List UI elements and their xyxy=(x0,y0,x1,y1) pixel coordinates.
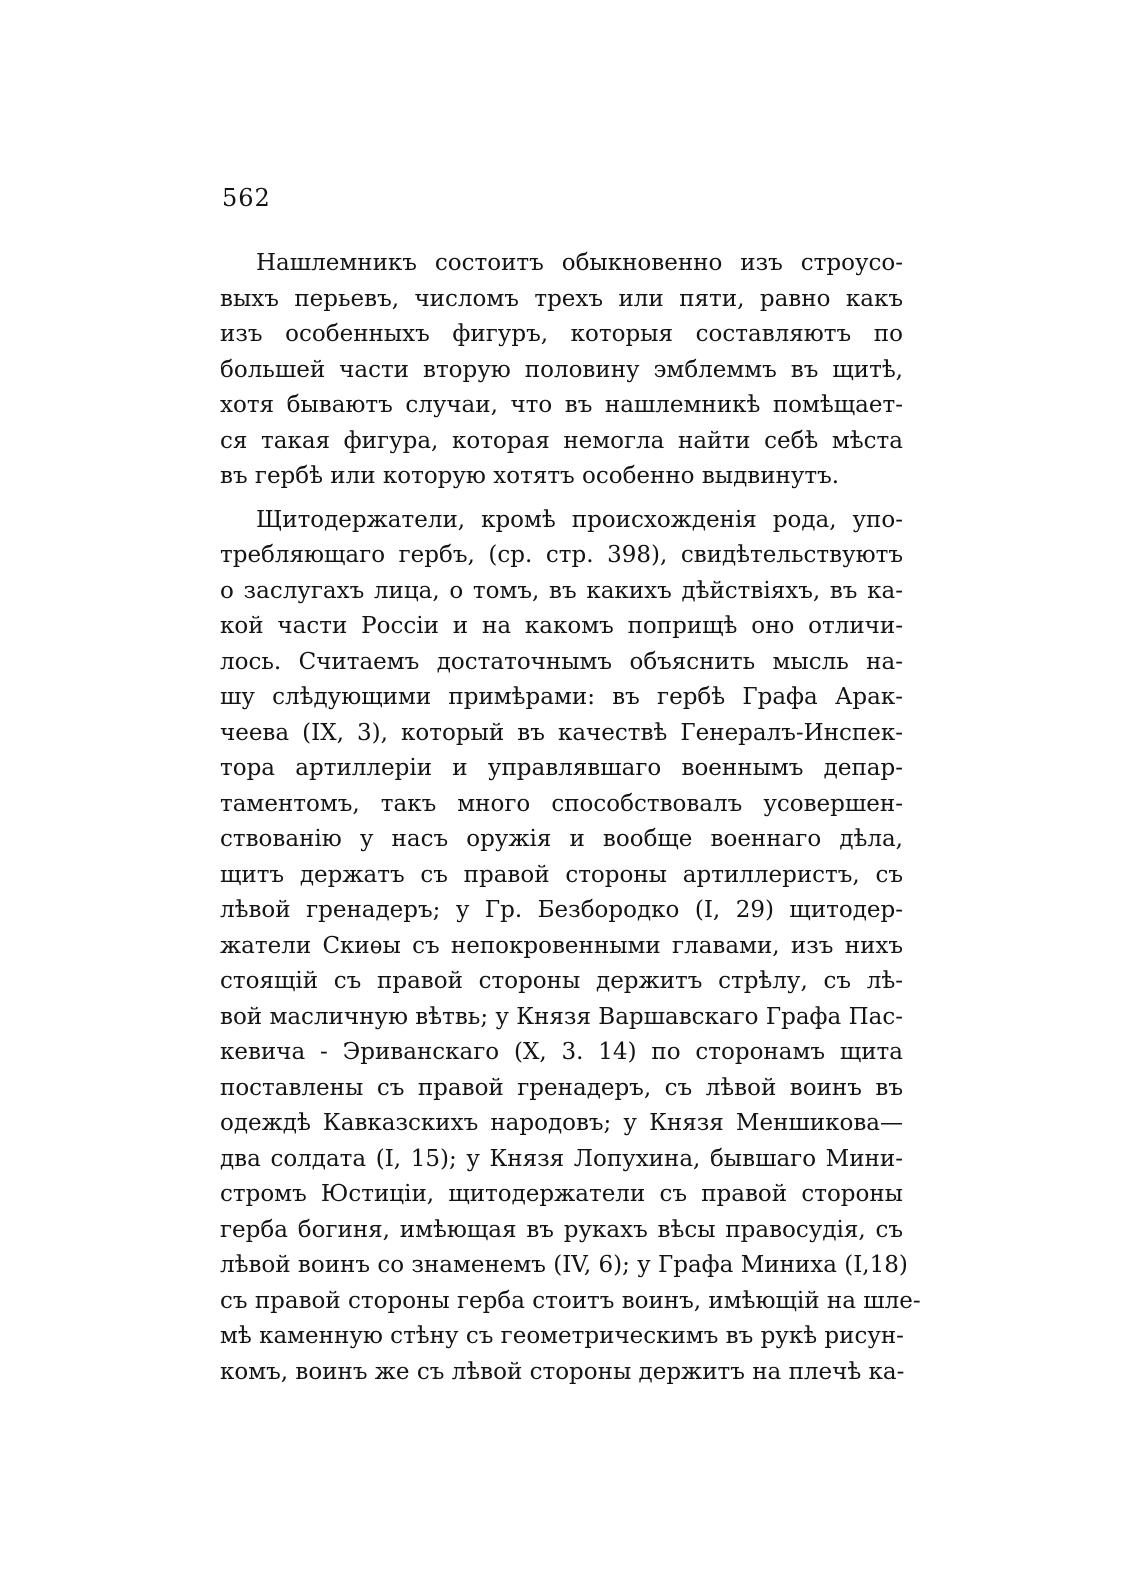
text-line: стромъ Юстиціи, щитодержатели съ правой стороны xyxy=(220,1181,903,1207)
text-line: два солдата (I, 15); у Князя Лопухина, бывшаго Мини- xyxy=(220,1145,903,1172)
text-line: ствованію у насъ оружія и вообще военнаго дѣла, xyxy=(220,826,903,852)
text-line: вой масличную вѣтвь; у Князя Варшавскаго Графа Пас- xyxy=(220,1003,903,1030)
text-line: лѣвой гренадеръ; у Гр. Безбородко (I, 29) щитодер- xyxy=(220,897,903,923)
text-line: комъ, воинъ же съ лѣвой стороны держитъ на плечѣ ка- xyxy=(220,1358,905,1385)
text-line: лось. Считаемъ достаточнымъ объяснить мысль на- xyxy=(220,648,903,675)
text-line: лѣвой воинъ со знаменемъ (IV, 6); у Графа Миниха (I,18) xyxy=(220,1252,908,1278)
text-line: одеждѣ Кавказскихъ народовъ; у Князя Меншикова— xyxy=(220,1110,903,1136)
text-line: требляющаго гербъ, (ср. стр. 398), свидѣтельствуютъ xyxy=(220,542,903,568)
text-line: Нашлемникъ состоитъ обыкновенно изъ строусо- xyxy=(256,250,903,276)
text-line: шу слѣдующими примѣрами: въ гербѣ Графа Арак- xyxy=(220,684,903,710)
text-line: изъ особенныхъ фигуръ, которыя составляютъ по xyxy=(220,321,903,347)
text-line: ся такая фигура, которая немогла найти себѣ мѣста xyxy=(220,427,903,454)
text-line: хотя бываютъ случаи, что въ нашлемникѣ помѣщает- xyxy=(220,392,903,418)
body-text xyxy=(220,246,921,1390)
text-line: мѣ каменную стѣну съ геометрическимъ въ рукѣ рисун- xyxy=(220,1323,904,1349)
text-line: таментомъ, такъ много способствовалъ усовершен- xyxy=(220,790,903,817)
text-line: Щитодержатели, кромѣ происхожденія рода, упо- xyxy=(256,506,903,533)
text-line: щитъ держатъ съ правой стороны артиллеристъ, съ xyxy=(220,861,903,888)
text-line: большей части вторую половину эмблеммъ въ щитѣ, xyxy=(220,356,903,383)
page-number: 562 xyxy=(222,184,271,212)
paragraph xyxy=(220,246,903,495)
text-line: чеева (IX, 3), который въ качествѣ Генералъ-Инспек- xyxy=(220,719,903,746)
text-line: кой части Россіи и на какомъ поприщѣ оно отличи- xyxy=(220,613,903,639)
text-line: стоящій съ правой стороны держитъ стрѣлу, съ лѣ- xyxy=(220,968,903,994)
text-line: герба богиня, имѣющая въ рукахъ вѣсы правосудія, съ xyxy=(220,1216,903,1243)
text-line: жатели Скиѳы съ непокровенными главами, изъ нихъ xyxy=(220,932,903,959)
text-line: о заслугахъ лица, о томъ, въ какихъ дѣйствіяхъ, въ ка- xyxy=(220,577,903,604)
text-line: съ правой стороны герба стоитъ воинъ, имѣющій на шле- xyxy=(220,1287,921,1314)
text-line: въ гербѣ или которую хотятъ особенно выдвинутъ. xyxy=(220,463,840,489)
text-line: тора артиллеріи и управлявшаго военнымъ депар- xyxy=(220,755,903,781)
text-line: поставлены съ правой гренадеръ, съ лѣвой воинъ въ xyxy=(220,1074,903,1101)
paragraph xyxy=(220,503,921,1391)
text-line: выхъ перьевъ, числомъ трехъ или пяти, равно какъ xyxy=(220,285,903,312)
text-line: кевича - Эриванскаго (X, 3. 14) по сторонамъ щита xyxy=(220,1039,903,1065)
